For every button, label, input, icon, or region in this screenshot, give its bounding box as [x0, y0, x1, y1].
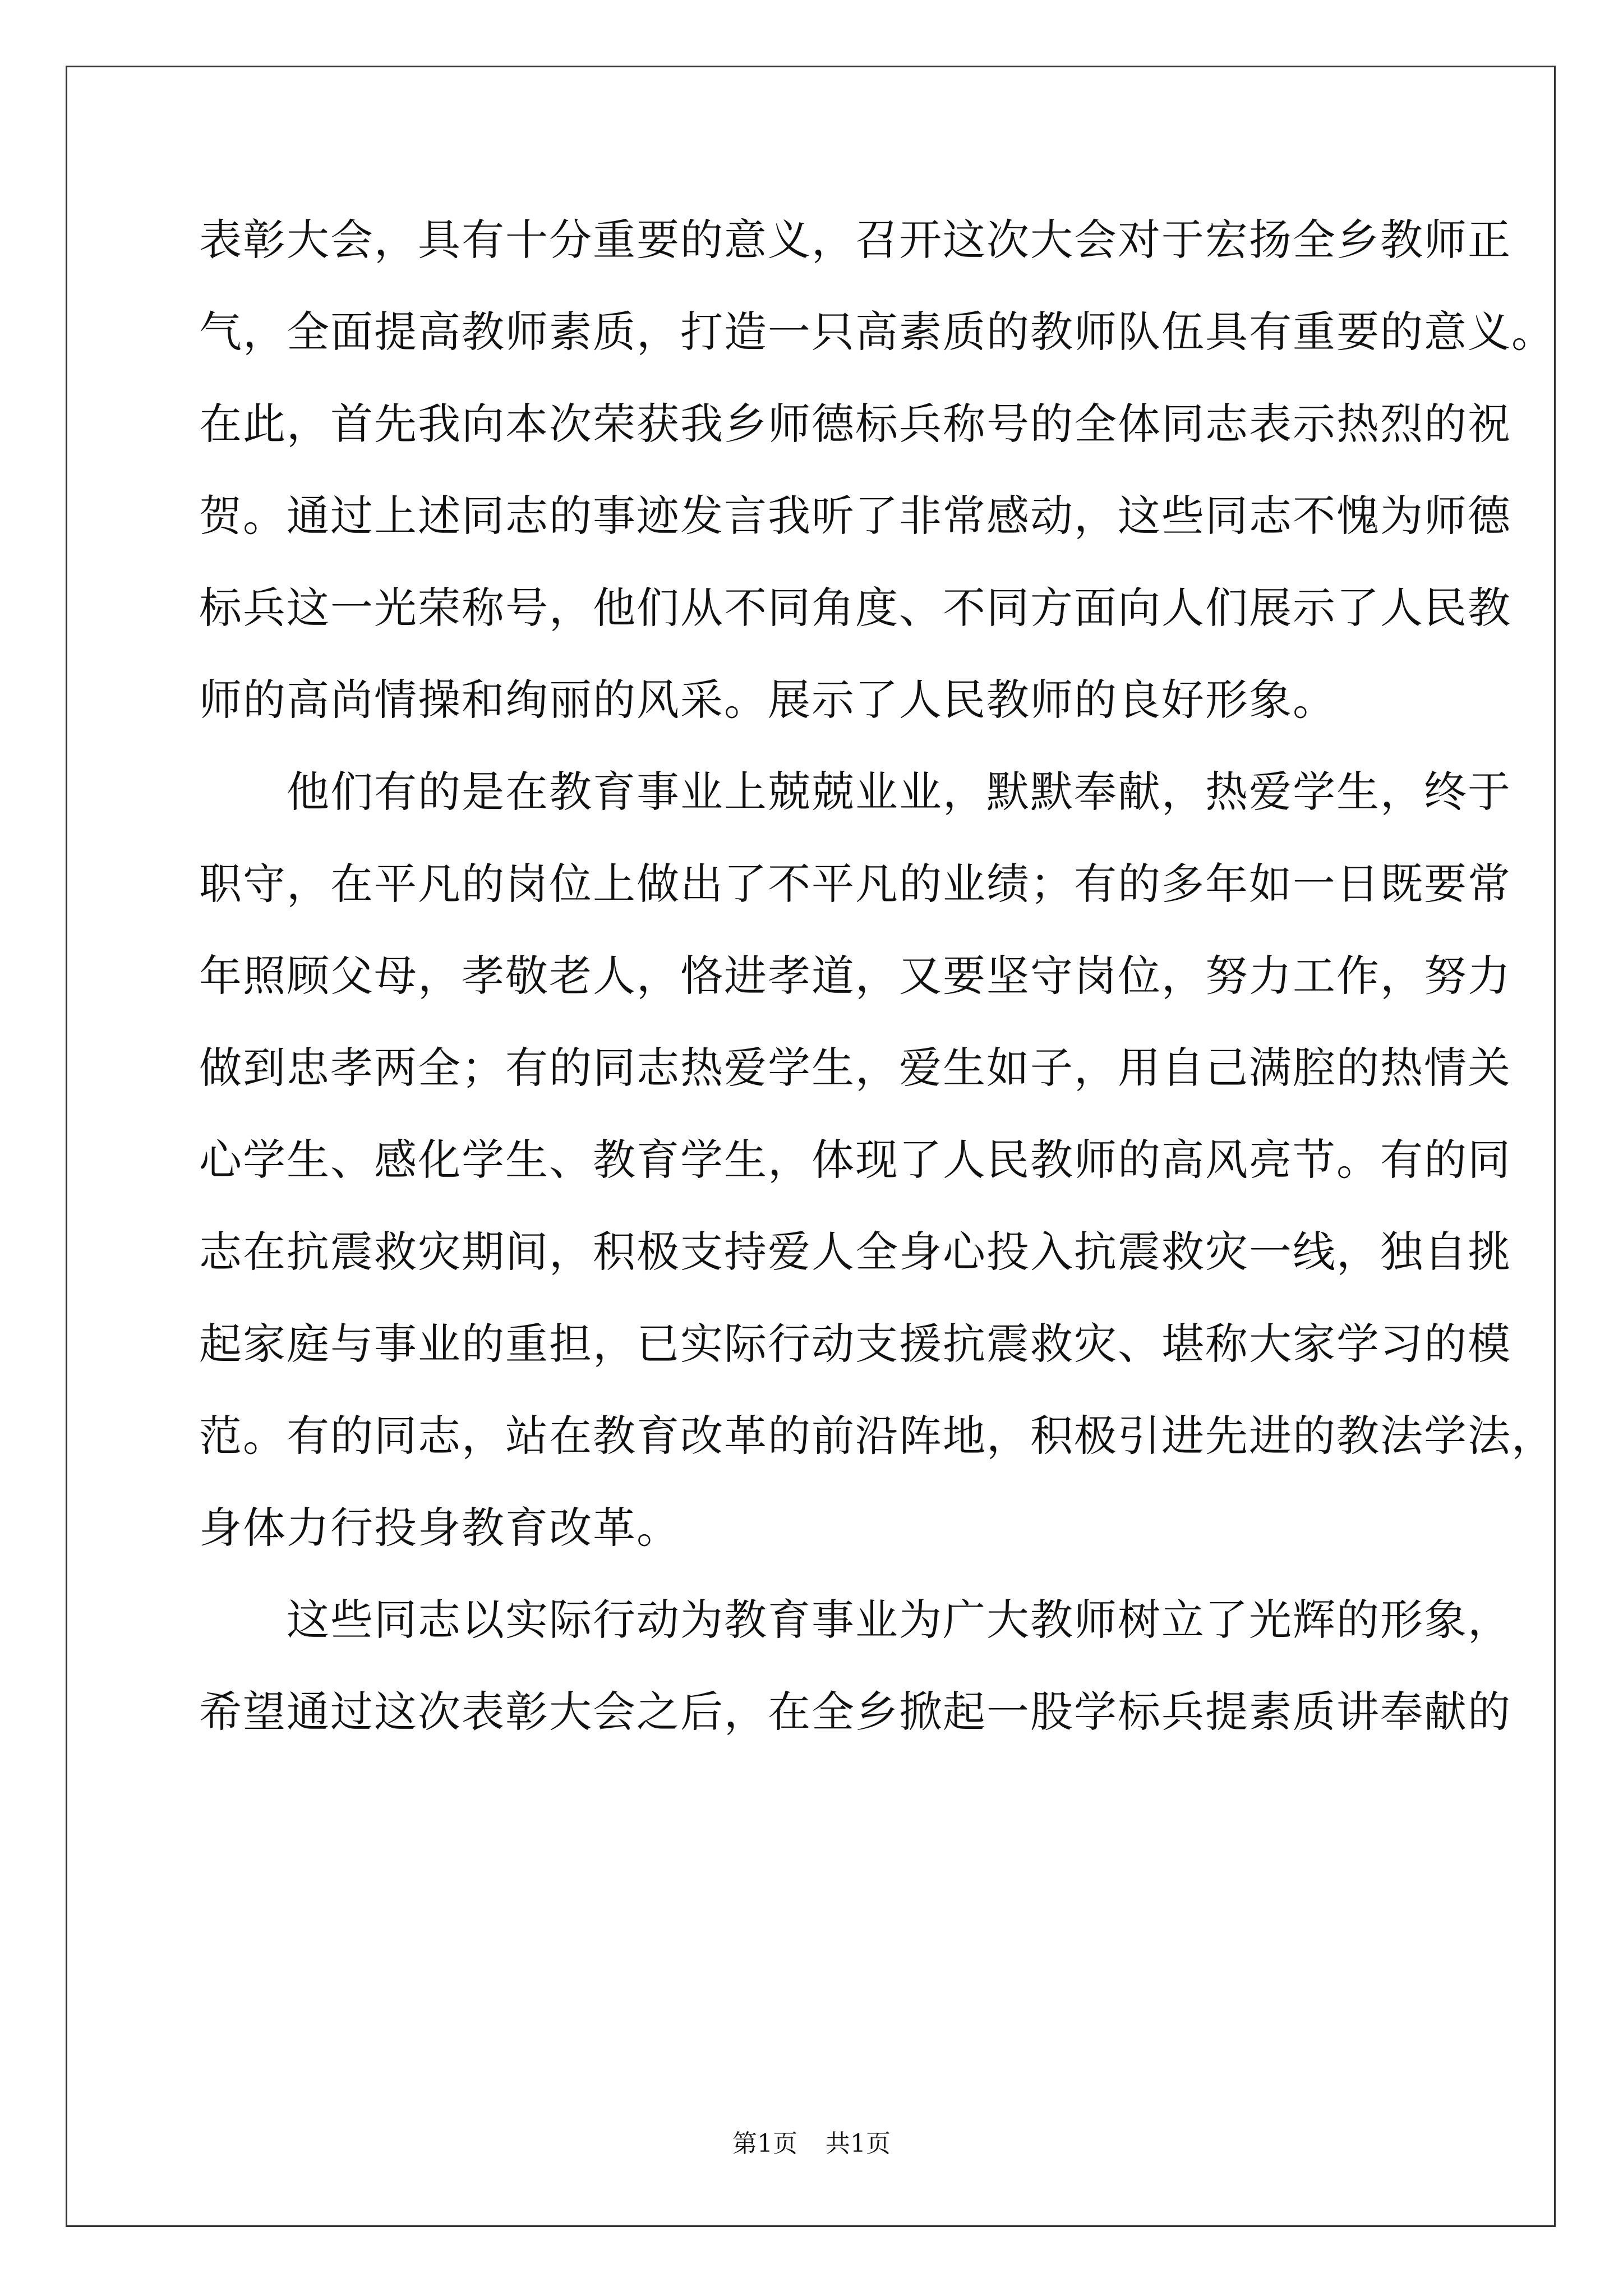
document-body: [199, 215, 1555, 1783]
page-footer: [0, 2130, 1623, 2158]
text-line: 年照顾父母，孝敬老人，恪进孝道，又要坚守岗位，努力工作，努力: [199, 951, 1511, 1001]
text-line: 起家庭与事业的重担，已实际行动支援抗震救灾、堪称大家学习的模: [199, 1319, 1511, 1369]
text-line: 标兵这一光荣称号，他们从不同角度、不同方面向人们展示了人民教: [199, 583, 1511, 633]
text-line: 贺。通过上述同志的事迹发言我听了非常感动，这些同志不愧为师德: [199, 491, 1511, 541]
page-total: 共1页: [826, 2129, 891, 2158]
text-line: 气，全面提高教师素质，打造一只高素质的教师队伍具有重要的意义。: [199, 307, 1555, 357]
text-line: 师的高尚情操和绚丽的风采。展示了人民教师的良好形象。: [199, 675, 1336, 725]
text-line: 他们有的是在教育事业上兢兢业业，默默奉献，热爱学生，终于: [199, 767, 1511, 817]
text-line: 做到忠孝两全；有的同志热爱学生，爱生如子，用自己满腔的热情关: [199, 1043, 1511, 1093]
text-line: 表彰大会，具有十分重要的意义，召开这次大会对于宏扬全乡教师正: [199, 215, 1511, 265]
text-line: 心学生、感化学生、教育学生，体现了人民教师的高风亮节。有的同: [199, 1135, 1511, 1185]
text-line: 职守，在平凡的岗位上做出了不平凡的业绩；有的多年如一日既要常: [199, 859, 1511, 909]
text-line: 志在抗震救灾期间，积极支持爱人全身心投入抗震救灾一线，独自挑: [199, 1227, 1511, 1277]
text-line: 希望通过这次表彰大会之后，在全乡掀起一股学标兵提素质讲奉献的: [199, 1687, 1511, 1737]
text-line: 身体力行投身教育改革。: [199, 1503, 680, 1553]
text-line: 在此，首先我向本次荣获我乡师德标兵称号的全体同志表示热烈的祝: [199, 399, 1511, 449]
text-line: 这些同志以实际行动为教育事业为广大教师树立了光辉的形象，: [199, 1595, 1511, 1645]
page-number: 第1页: [732, 2129, 797, 2158]
text-line: 范。有的同志，站在教育改革的前沿阵地，积极引进先进的教法学法，: [199, 1411, 1555, 1461]
